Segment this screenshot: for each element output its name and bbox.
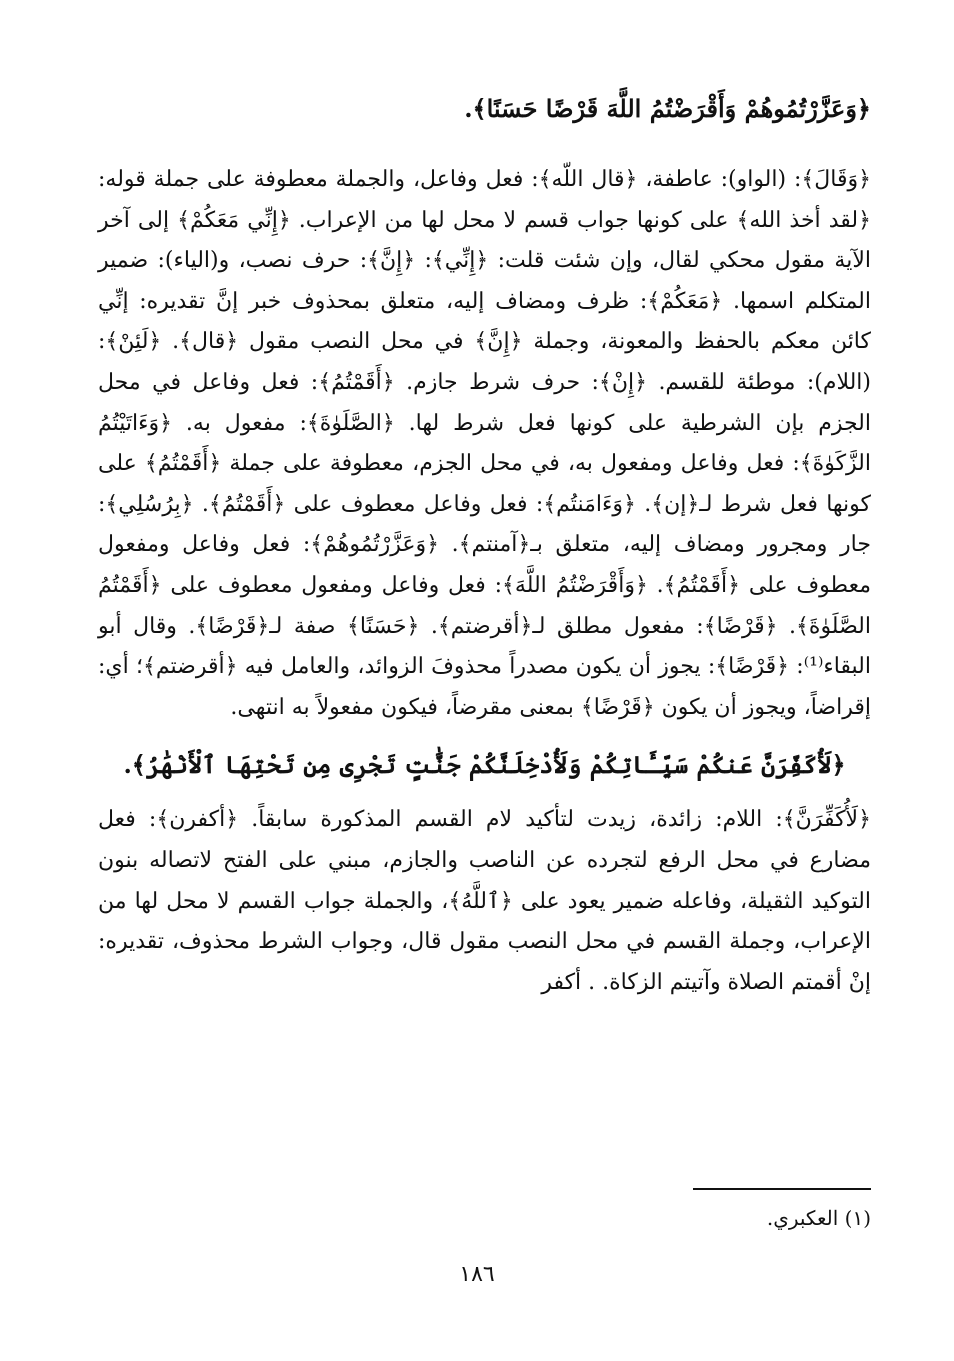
page-body bbox=[98, 88, 871, 1003]
verse-top: ﴿وَعَزَّرْتُمُوهُمْ وَأَقْرَضْتُمُ اللَّهَ قَرْضًا حَسَنًا﴾. bbox=[464, 94, 871, 123]
commentary-paragraph-2: ﴿لَأُكَفِّرَنَّ﴾: اللام: زائدة، زيدت لتأكيد لام القسم المذكورة سابقاً. ﴿أكفرن﴾: فعل مضارع في محل الرفع لتجرده عن الناصب والجازم، مبني على الفتح لاتصاله بنون التوكيد الثقيلة، وفاعله ضمير يعود على ﴿ٱللَّهُ﴾، والجملة جواب القسم لا محل لها من الإعراب، وجملة القسم في محل النصب مقول قال، وجواب الشرط محذوف، تقديره: إنْ أقمتم الصلاة وآتيتم الزكاة. . أكفر bbox=[98, 807, 871, 995]
commentary-paragraph-1: ﴿وَقَالَ﴾: (الواو): عاطفة، ﴿قال اللّه﴾: فعل وفاعل، والجملة معطوفة على جملة قوله: ﴿لقد أخذ الله﴾ على كونها جواب قسم لا محل لها من الإعراب. ﴿إِنِّي مَعَكُمْ﴾ إلى آخر الآية مقول محكي لقال، وإن شئت قلت: ﴿إِنِّي﴾: ﴿إِنَّ﴾: حرف نصب، و(الياء): ضمير المتكلم اسمها. ﴿مَعَكُمْ﴾: ظرف ومضاف إليه، متعلق بمحذوف خبر إنَّ تقديره: إنِّي كائن معكم بالحفظ والمعونة، وجملة ﴿إِنَّ﴾ في محل النصب مقول ﴿قال﴾. ﴿لَئِنْ﴾: (اللام): موطئة للقسم. ﴿إِنْ﴾: حرف شرط جازم. ﴿أَقَمْتُمُ﴾: فعل وفاعل في محل الجزم بإن الشرطية على كونها فعل شرط لها. ﴿الصَّلَوٰةَ﴾: مفعول به. ﴿وَءَاتَيْتُمُ الزَّكَوٰةَ﴾: فعل وفاعل ومفعول به، في محل الجزم، معطوفة على جملة ﴿أَقَمْتُمُ﴾ على كونها فعل شرط لـ﴿إن﴾. ﴿وَءَامَنتُم﴾: فعل وفاعل معطوف على ﴿أَقَمْتُمُ﴾. ﴿بِرُسُلِي﴾: جار ومجرور ومضاف إليه، متعلق بـ﴿آمنتم﴾. ﴿وَعَزَّرْتُمُوهُمْ﴾: فعل وفاعل ومفعول معطوف على ﴿أَقَمْتُمُ﴾. ﴿وَأَقْرَضْتُمُ اللَّهَ﴾: فعل وفاعل ومفعول معطوف على ﴿أَقَمْتُمُ الصَّلَوٰةَ﴾. ﴿قَرْضًا﴾: مفعول مطلق لـ﴿أقرضتم﴾. ﴿حَسَنًا﴾ صفة لـ﴿قَرْضًا﴾. وقال أبو البقاء⁽¹⁾: ﴿قَرْضًا﴾: يجوز أن يكون مصدراً محذوفَ الزوائد، والعامل فيه ﴿أقرضتم﴾؛ أي: إقراضاً، ويجوز أن يكون ﴿قَرْضًا﴾ بمعنى مقرضاً، فيكون مفعولاً به انتهى. bbox=[98, 167, 871, 720]
footnote: (١) العكبري. bbox=[766, 1206, 871, 1230]
footnote-divider bbox=[693, 1188, 871, 1190]
page-number: ١٨٦ bbox=[459, 1262, 495, 1287]
verse-middle: ﴿لَأُكَفِّرَنَّ عَنكُمْ سَيِّـَٔاتِكُمْ وَلَأُدْخِلَنَّكُمْ جَنَّٰتٍ تَجْرِى مِن تَحْتِهَا ٱلْأَنْهَٰرُ﴾. bbox=[123, 750, 846, 780]
